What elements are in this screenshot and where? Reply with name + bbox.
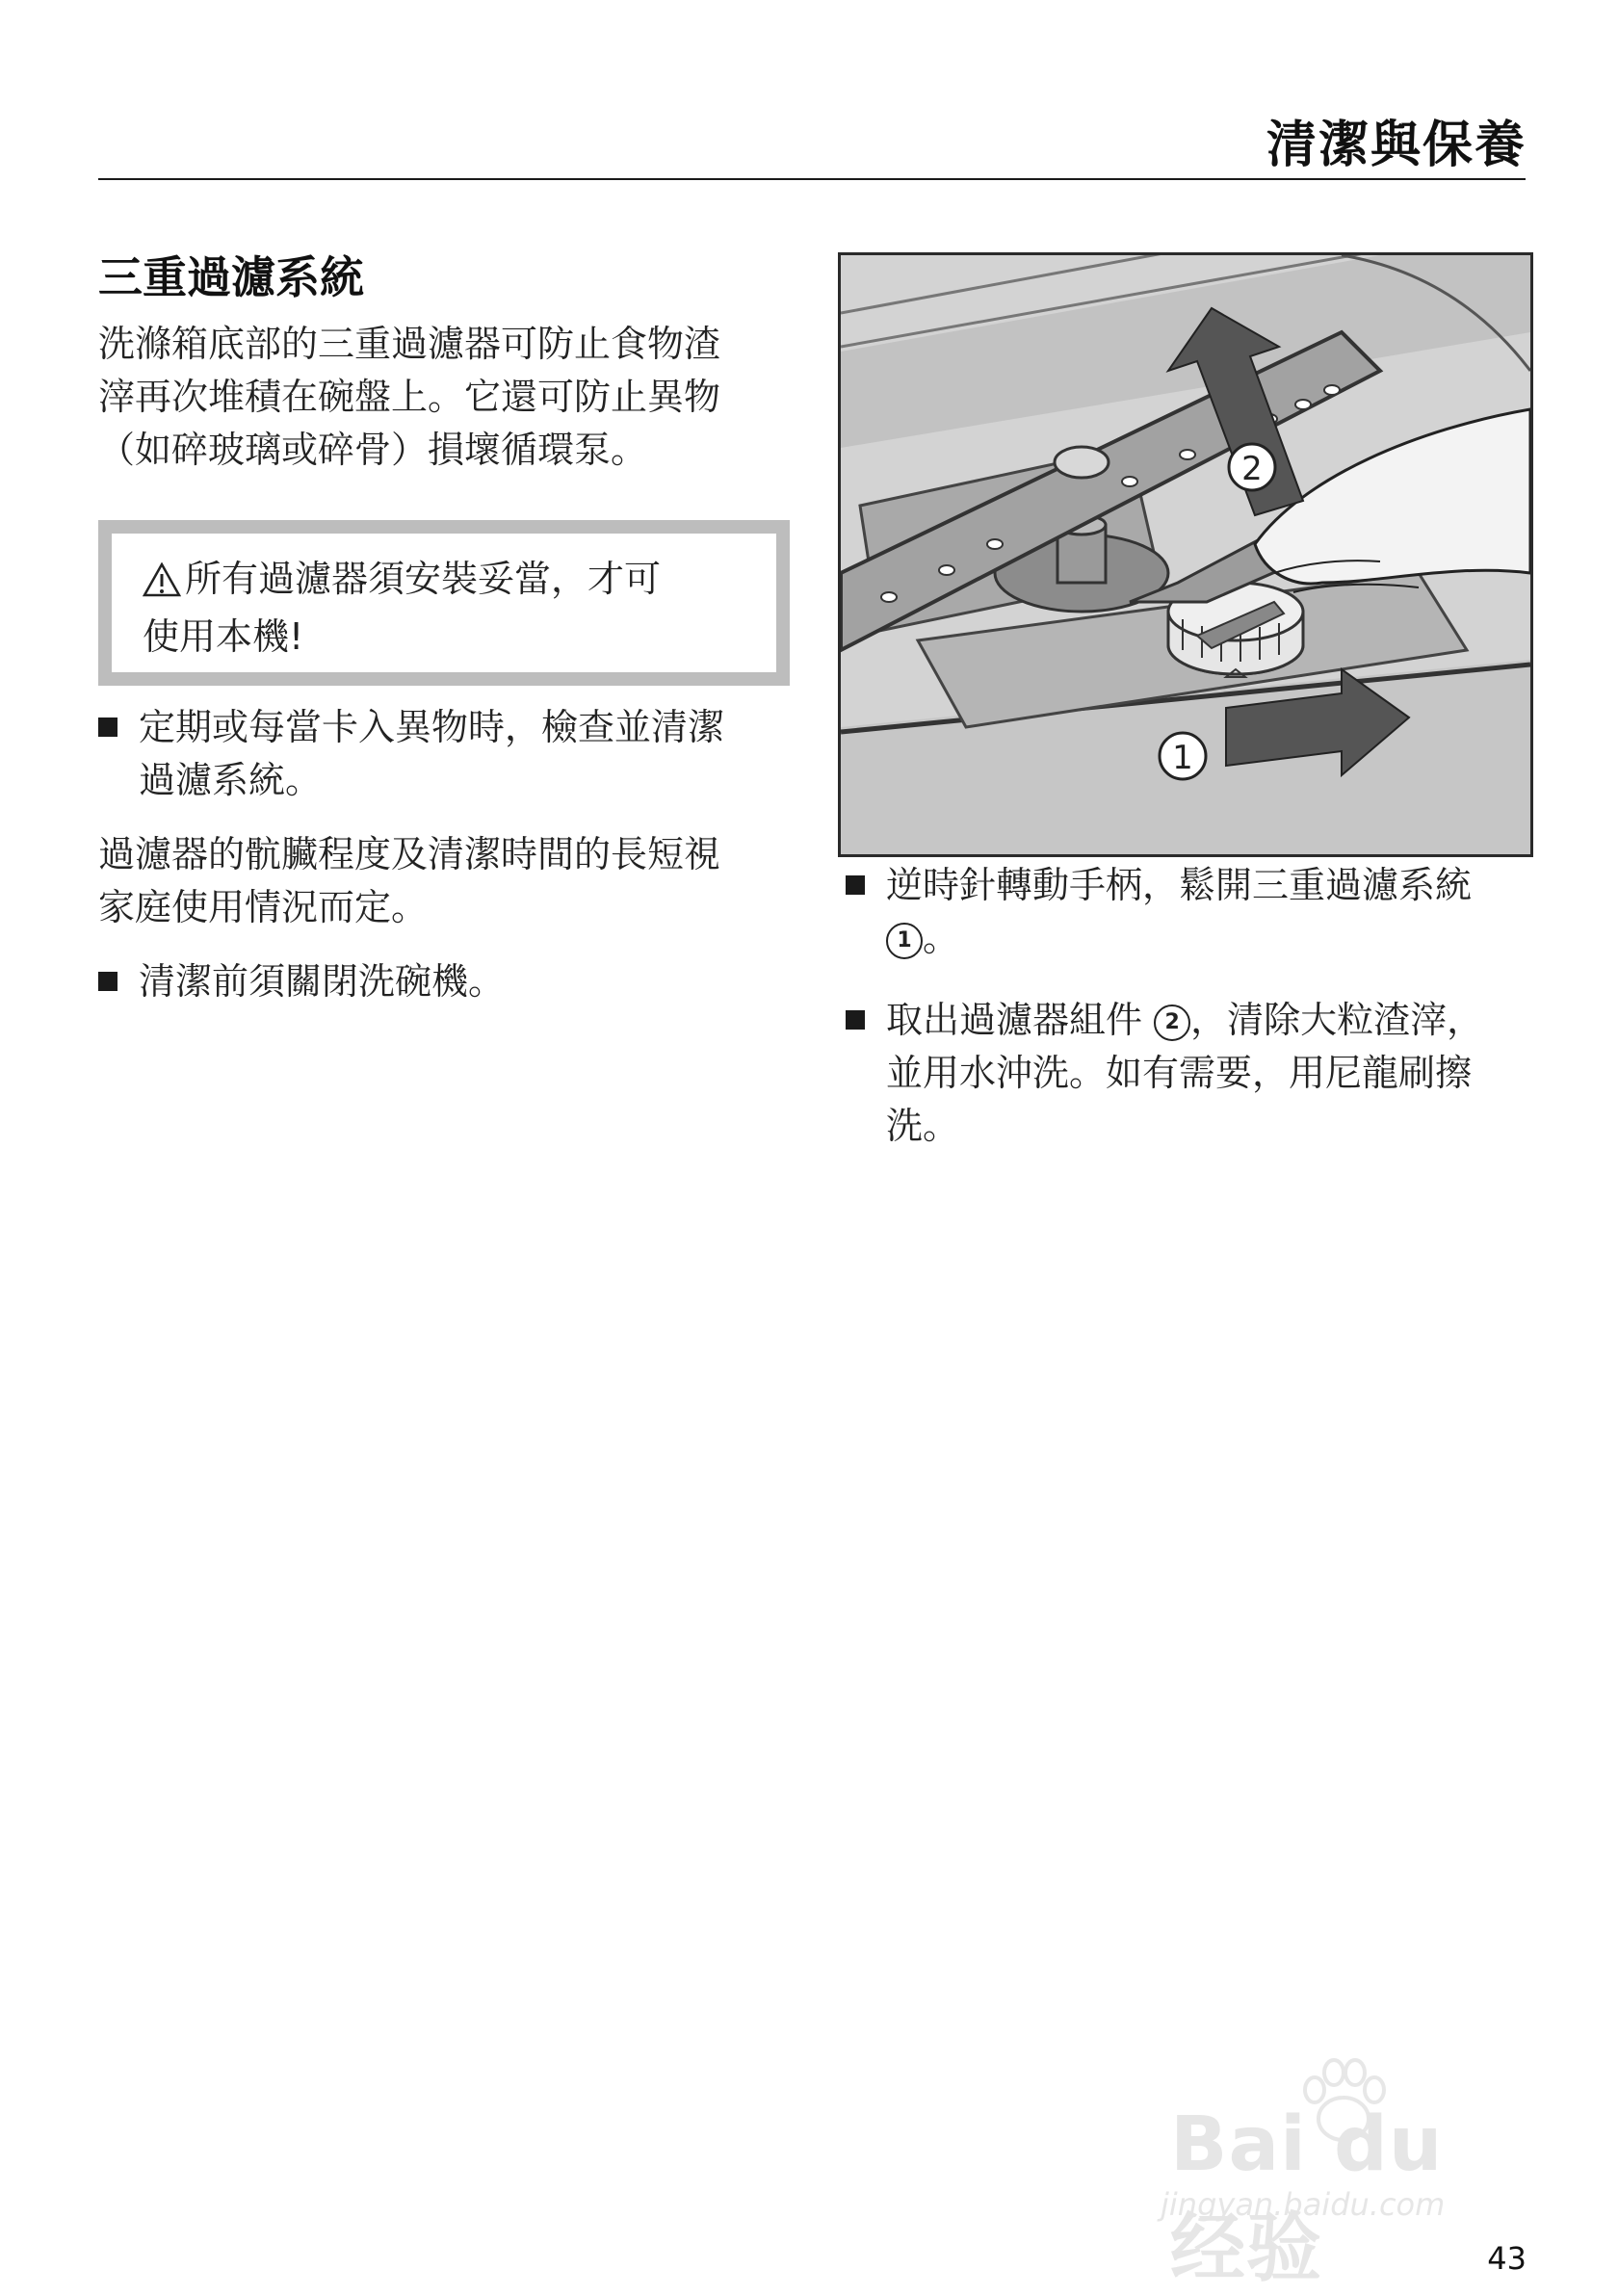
watermark-url: jingyan.baidu.com bbox=[1161, 2186, 1446, 2223]
warning-triangle-icon bbox=[143, 559, 181, 611]
list-item: 清潔前須關閉洗碗機。 bbox=[98, 955, 792, 1013]
bullet-square-icon bbox=[846, 875, 865, 895]
note-paragraph bbox=[98, 828, 720, 934]
callout-marker: 1 bbox=[886, 923, 923, 959]
bullet-square-icon bbox=[846, 1010, 865, 1030]
note-line: 家庭使用情況而定。 bbox=[98, 886, 429, 928]
callout-marker: 2 bbox=[1154, 1004, 1190, 1041]
list-item: 逆時針轉動手柄，鬆開三重過濾系統 1 。 bbox=[846, 859, 1539, 965]
callout-1-label: 1 bbox=[1172, 739, 1193, 777]
warning-line: 使用本機! bbox=[143, 615, 304, 658]
bullet-square-icon bbox=[98, 972, 117, 991]
header-title: 清潔與保養 bbox=[1266, 117, 1527, 174]
bullet-square-icon bbox=[98, 718, 117, 737]
list-item: 定期或每當卡入異物時，檢查並清潔 過濾系統。 bbox=[98, 701, 792, 807]
note-line: 過濾器的骯臟程度及清潔時間的長短視 bbox=[98, 833, 721, 875]
callout-2-label: 2 bbox=[1241, 450, 1263, 488]
intro-line: 滓再次堆積在碗盤上。它還可防止異物 bbox=[98, 376, 721, 418]
intro-line: 洗滌箱底部的三重過濾器可防止食物渣 bbox=[98, 323, 721, 365]
page-number: 43 bbox=[1487, 2240, 1527, 2277]
section-title: 三重過濾系統 bbox=[98, 251, 364, 303]
intro-line: （如碎玻璃或碎骨）損壞循環泵。 bbox=[98, 429, 648, 471]
warning-box bbox=[98, 520, 790, 686]
list-item: 取出過濾器組件 2 ，清除大粒渣滓， 並用水沖洗。如有需要，用尼龍刷擦 洗。 bbox=[846, 994, 1539, 1158]
filter-illustration bbox=[838, 252, 1533, 857]
intro-paragraph bbox=[98, 318, 720, 477]
header-divider bbox=[98, 178, 1526, 180]
warning-text bbox=[143, 553, 759, 663]
watermark-brand: Bai du 经验 bbox=[1170, 2101, 1444, 2292]
warning-line: 所有過濾器須安裝妥當，才可 bbox=[185, 558, 662, 600]
